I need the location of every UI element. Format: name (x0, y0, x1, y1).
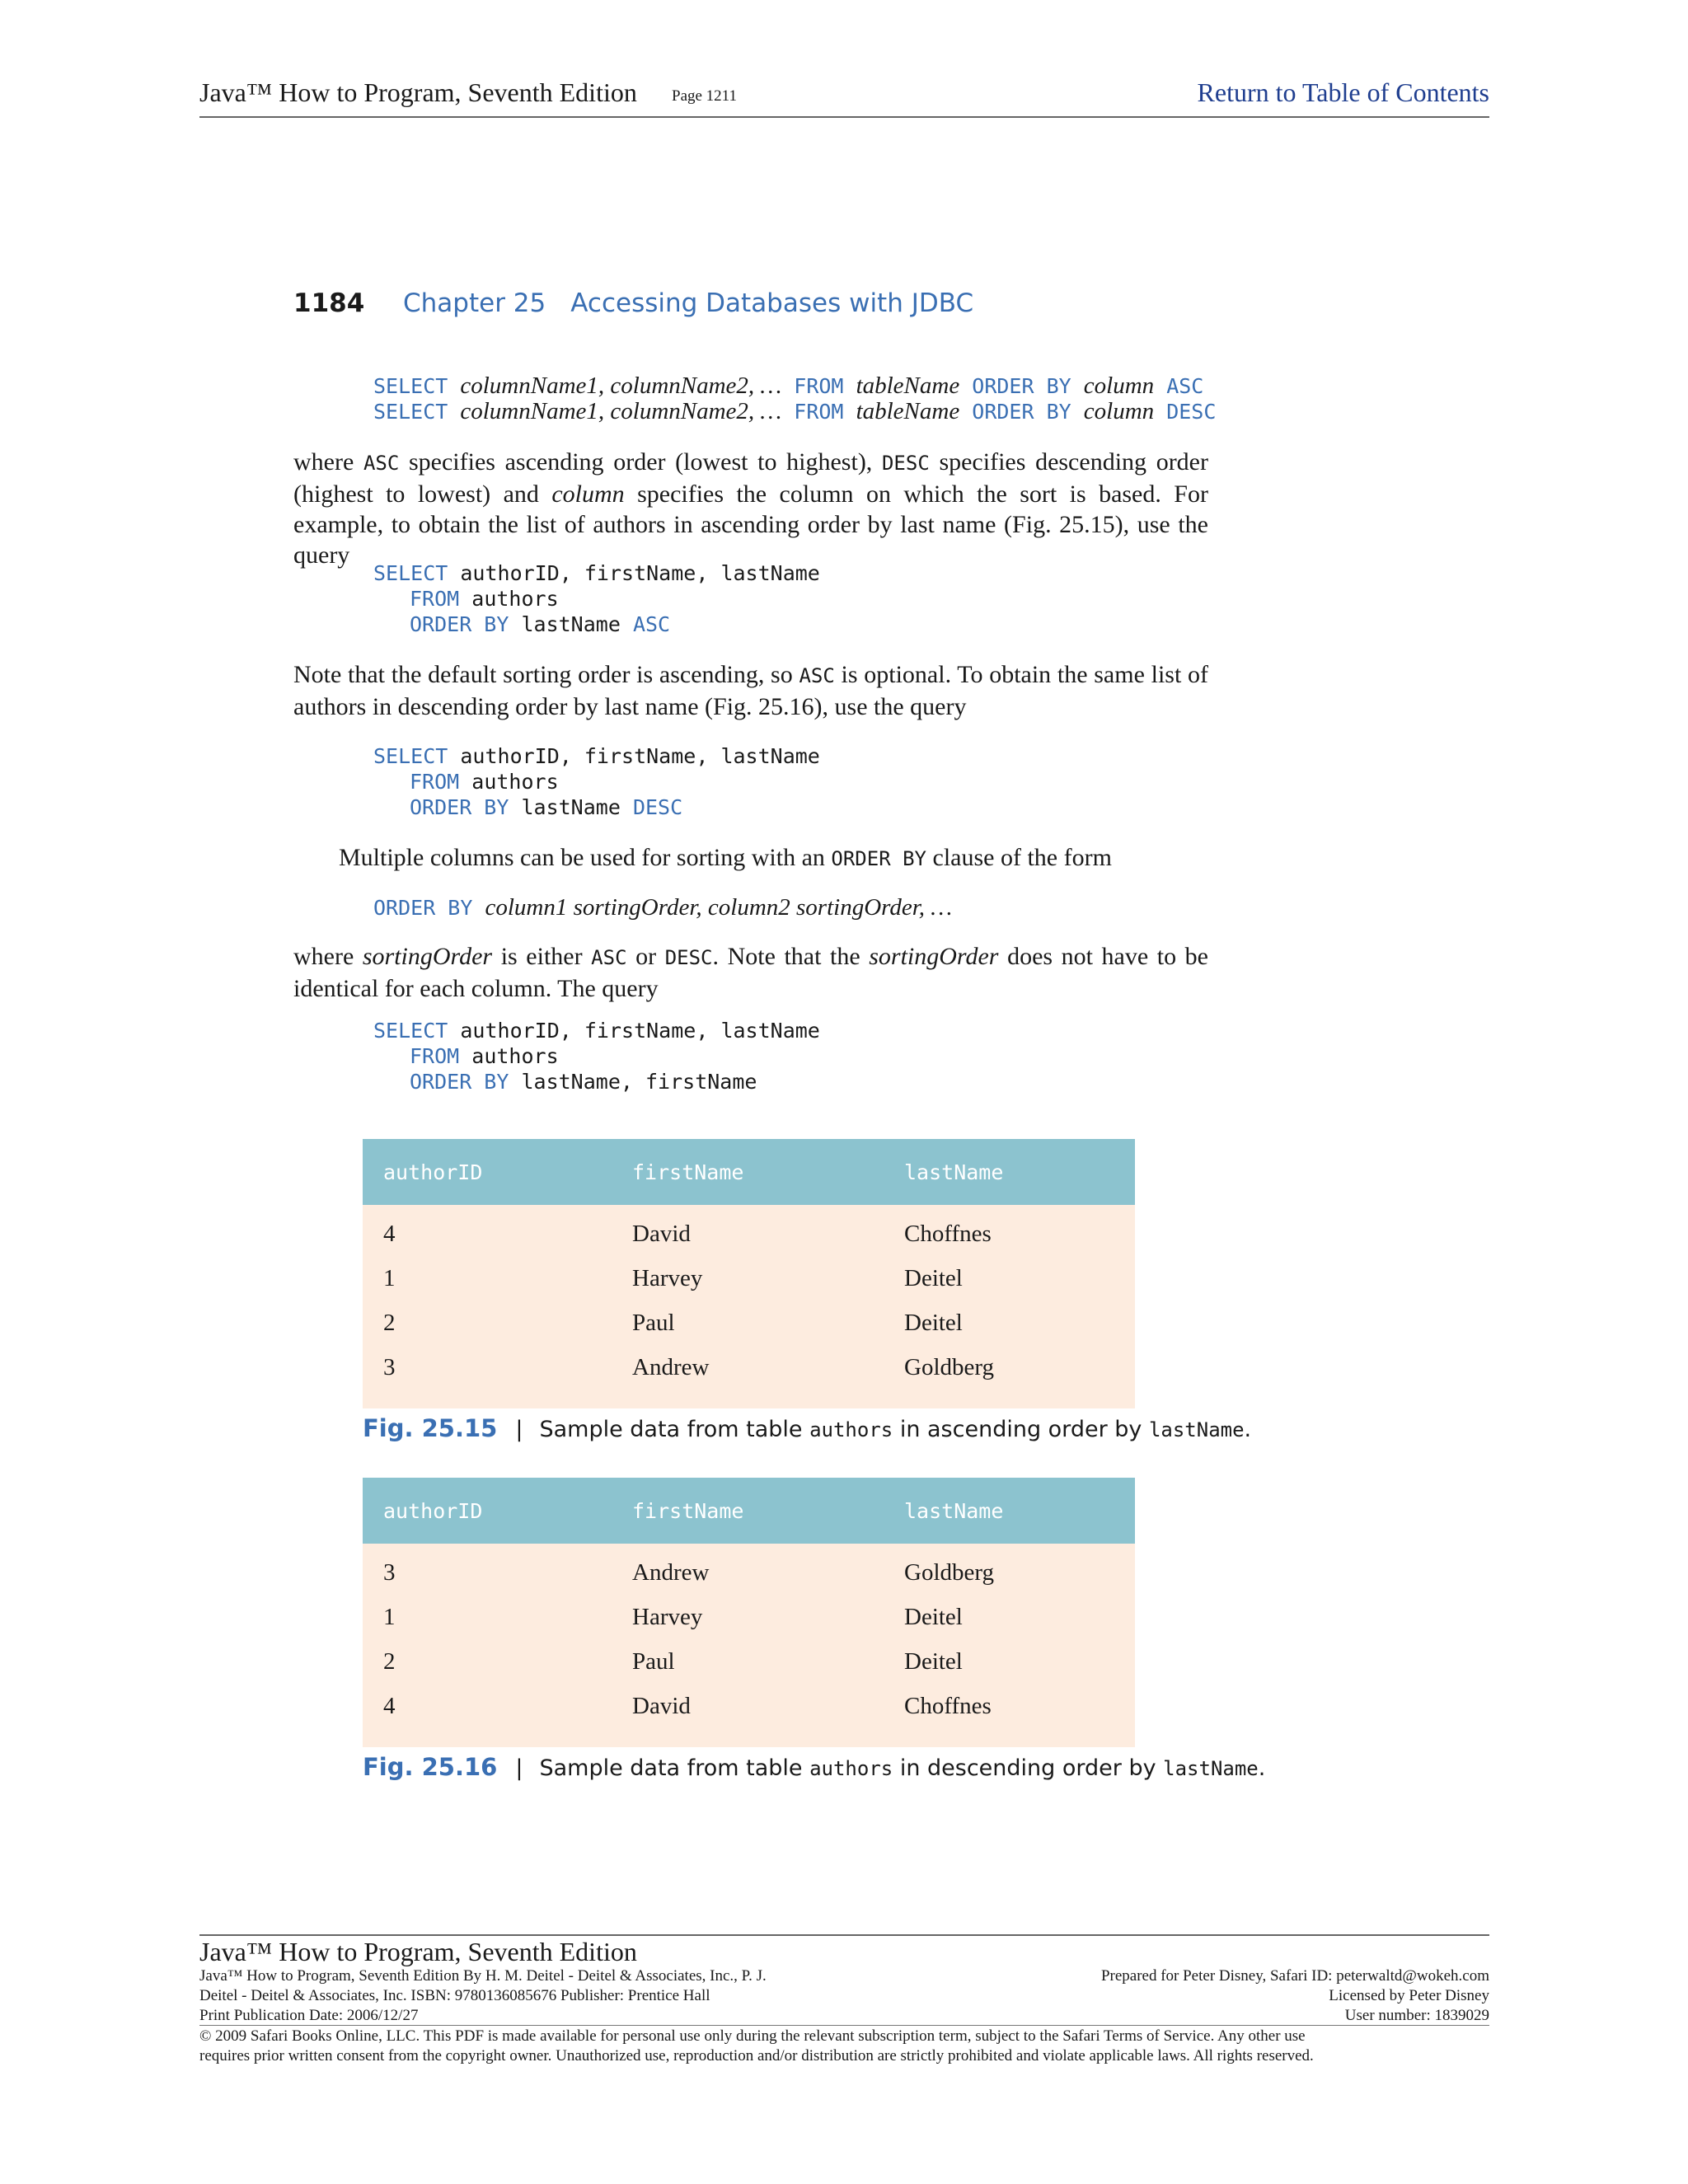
body-paragraph: Note that the default sorting order is ascending, so ASC is optional. To obtain the same list of authors in descending order by last name (Fig. 25.16), use the query (293, 661, 1208, 720)
authors-table-ascending (363, 1139, 1135, 1408)
figure-caption: Fig. 25.15 | Sample data from table authors in ascending order by lastName. (363, 1414, 1252, 1442)
column-header: lastName (904, 1160, 1004, 1184)
table-row: 1 Harvey Deitel (383, 1604, 963, 1630)
keyword: ORDER BY (972, 400, 1071, 424)
keyword: ORDER BY (972, 374, 1071, 398)
syntax-columns: columnName1, columnName2, … (460, 398, 782, 424)
code-line: SELECT authorID, firstName, lastName (373, 561, 820, 585)
footer-copyright: © 2009 Safari Books Online, LLC. This PDF is made available for personal use only during the relevant subscription term, subject to the Safari Terms of Service. Any other use requires prior written consent from the copyright owner. Unauthorized use, reproduction and/or distribution are strictly prohibited and violate applicable laws. All rights reserved. (199, 2027, 1314, 2064)
table-row: 4 David Choffnes (383, 1693, 992, 1719)
code-line: SELECT authorID, firstName, lastName (373, 744, 820, 768)
column-header: firstName (632, 1499, 744, 1523)
footer-divider (199, 1934, 1489, 1936)
code-line: ORDER BY lastName DESC (410, 795, 683, 819)
syntax-table: tableName (856, 373, 960, 399)
code-line: FROM authors (410, 1044, 559, 1068)
chapter-label: Chapter 25 (403, 288, 546, 318)
syntax-column: column (1083, 373, 1155, 399)
header-page-label: Page 1211 (672, 87, 737, 105)
code-line: ORDER BY lastName, firstName (410, 1070, 757, 1094)
figure-label: Fig. 25.16 (363, 1753, 498, 1781)
table-row: 1 Harvey Deitel (383, 1265, 963, 1291)
column-header: lastName (904, 1499, 1004, 1523)
header-book-title: Java™ How to Program, Seventh Edition (199, 77, 637, 107)
footer-divider (199, 2025, 1489, 2026)
return-to-toc-link[interactable]: Return to Table of Contents (1197, 77, 1489, 107)
footer-book-info: Java™ How to Program, Seventh Edition By H. M. Deitel - Deitel & Associates, Inc., P. J. Deitel - Deitel & Associates, Inc. ISBN: 9780136085676 Publisher: Prentice Hall Print Publication Date: 2006/12/27 (199, 1967, 767, 2024)
code-line: FROM authors (410, 587, 559, 611)
table-header (363, 1478, 1135, 1544)
syntax-columns: columnName1, columnName2, … (460, 373, 782, 399)
table-header (363, 1139, 1135, 1205)
body-paragraph: where sortingOrder is either ASC or DESC. Note that the sortingOrder does not have to be identical for each column. The query (293, 943, 1208, 1002)
chapter-title: Accessing Databases with JDBC (570, 288, 974, 318)
figure-label: Fig. 25.15 (363, 1414, 498, 1442)
header-divider (199, 116, 1489, 118)
keyword: DESC (1166, 400, 1217, 424)
column-header: firstName (632, 1160, 744, 1184)
syntax-line-asc (373, 374, 1203, 398)
footer-license-info: Prepared for Peter Disney, Safari ID: peterwaltd@wokeh.com Licensed by Peter Disney User number: 1839029 (1100, 1967, 1489, 2024)
code-line: ORDER BY lastName ASC (410, 612, 671, 636)
authors-table-descending (363, 1478, 1135, 1747)
body-paragraph: Multiple columns can be used for sorting with an ORDER BY clause of the form (339, 844, 1112, 871)
keyword: ASC (1166, 374, 1204, 398)
table-row: 4 David Choffnes (383, 1221, 992, 1247)
syntax-line-desc (373, 400, 1216, 424)
column-header: authorID (383, 1499, 483, 1523)
column-header: authorID (383, 1160, 483, 1184)
footer-book-title: Java™ How to Program, Seventh Edition (199, 1937, 637, 1966)
keyword: SELECT (373, 400, 448, 424)
figure-caption: Fig. 25.16 | Sample data from table authors in descending order by lastName. (363, 1753, 1266, 1781)
code-line: FROM authors (410, 770, 559, 794)
table-row: 3 Andrew Goldberg (383, 1559, 995, 1586)
syntax-order-by-multi: ORDER BY column1 sortingOrder, column2 sortingOrder, … (373, 894, 953, 921)
keyword: FROM (794, 400, 844, 424)
table-row: 2 Paul Deitel (383, 1648, 963, 1675)
syntax-table: tableName (856, 398, 960, 424)
keyword: SELECT (373, 374, 448, 398)
book-page-number: 1184 (293, 288, 365, 318)
body-paragraph: where ASC specifies ascending order (lowest to highest), DESC specifies descending order (highest to lowest) and column specifies the column on which the sort is based. For example, to obtain the list of authors in ascending order by last name (Fig. 25.15), use the query (293, 448, 1208, 569)
code-line: SELECT authorID, firstName, lastName (373, 1019, 820, 1043)
table-row: 3 Andrew Goldberg (383, 1354, 995, 1380)
syntax-column: column (1083, 398, 1155, 424)
table-row: 2 Paul Deitel (383, 1310, 963, 1336)
keyword: FROM (794, 374, 844, 398)
chapter-heading (403, 288, 973, 318)
